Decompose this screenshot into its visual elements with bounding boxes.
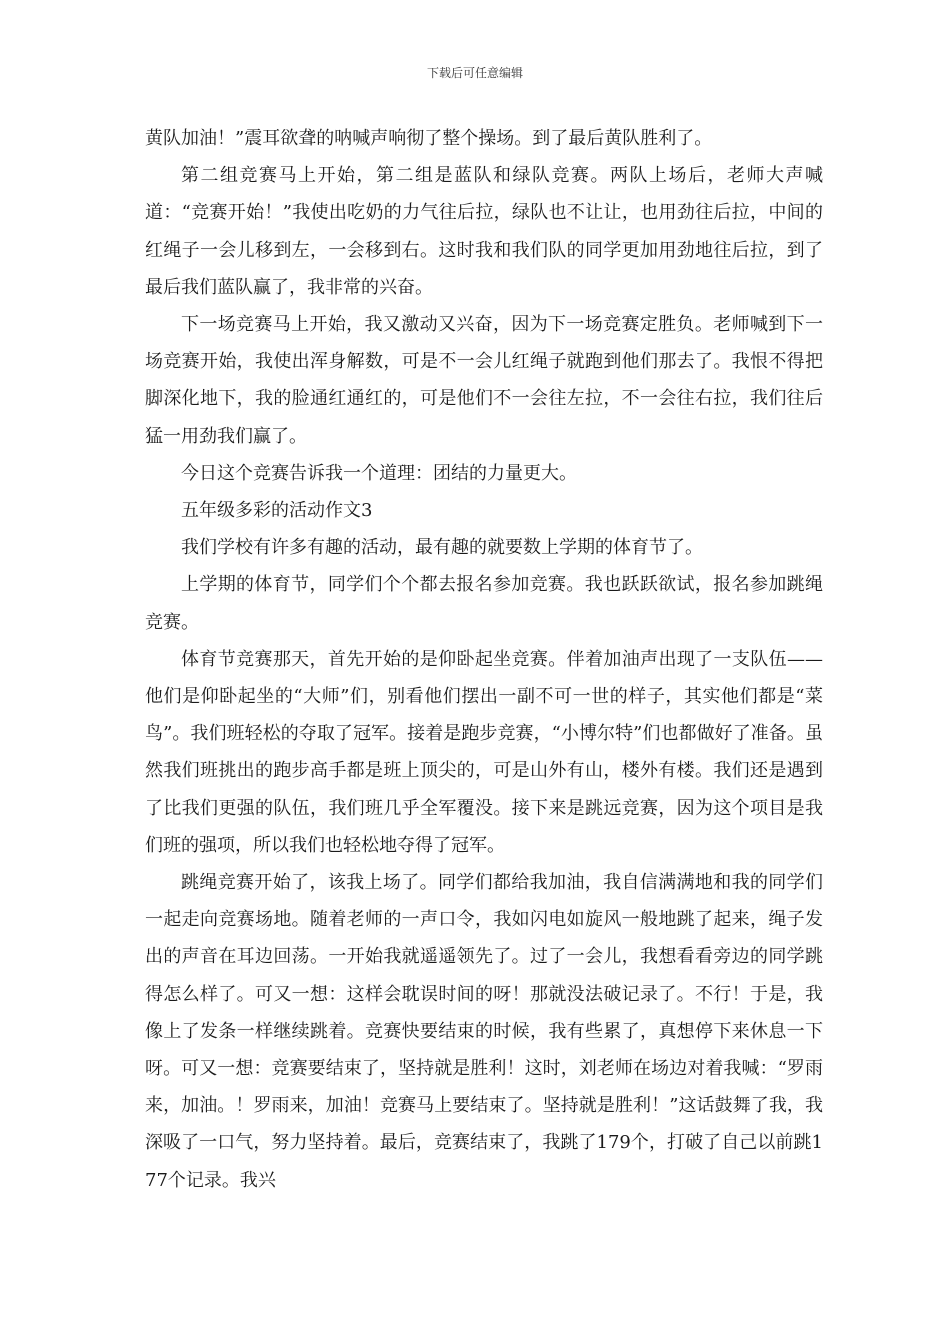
page-header: 下载后可任意编辑: [426, 66, 523, 80]
paragraph: 黄队加油！”震耳欲聋的呐喊声响彻了整个操场。到了最后黄队胜利了。: [145, 128, 713, 149]
paragraph: 今日这个竞赛告诉我一个道理：团结的力量更大。: [181, 462, 577, 484]
paragraph: 上学期的体育节，同学们个个都去报名参加竞赛。我也跃跃欲试，报名参加跳绳竞赛。: [145, 574, 823, 633]
paragraph: 下一场竞赛马上开始，我又激动又兴奋，因为下一场竞赛定胜负。老师喊到下一场竞赛开始，我使出浑身解数，可是不一会儿红绳子就跑到他们那去了。我恨不得把脚深化地下，我的脸通红通红的，可是他们不一会往左拉，不一会往右拉，我们往后猛一用劲我们赢了。: [145, 314, 823, 447]
section-heading: 五年级多彩的活动作文3: [181, 500, 373, 522]
paragraph: 我们学校有许多有趣的活动，最有趣的就要数上学期的体育节了。: [181, 537, 703, 559]
paragraph: 跳绳竞赛开始了，该我上场了。同学们都给我加油，我自信满满地和我的同学们一起走向竞赛场地。随着老师的一声口令，我如闪电如旋风一般地跳了起来，绳子发出的声音在耳边回荡。一开始我就遥遥领先了。过了一会儿，我想看看旁边的同学跳得怎么样了。可又一想：这样会耽误时间的呀！那就没法破记录了。不行！于是，我像上了发条一样继续跳着。竞赛快要结束的时候，我有些累了，真想停下来休息一下呀。可又一想：竞赛要结束了，坚持就是胜利！这时，刘老师在场边对着我喊：“罗雨来，加油。！罗雨来，加油！竞赛马上要结束了。坚持就是胜利！”这话鼓舞了我，我深吸了一口气，努力坚持着。最后，竞赛结束了，我跳了179个，打破了自己以前跳177个记录。我兴: [145, 872, 823, 1191]
paragraph: 体育节竞赛那天，首先开始的是仰卧起坐竞赛。伴着加油声出现了一支队伍——他们是仰卧起坐的“大师”们，别看他们摆出一副不可一世的样子，其实他们都是“菜鸟”。我们班轻松的夺取了冠军。接着是跑步竞赛，“小博尔特”们也都做好了准备。虽然我们班挑出的跑步高手都是班上顶尖的，可是山外有山，楼外有楼。我们还是遇到了比我们更强的队伍，我们班几乎全军覆没。接下来是跳远竞赛，因为这个项目是我们班的强项，所以我们也轻松地夺得了冠军。: [145, 648, 823, 856]
paragraph: 第二组竞赛马上开始，第二组是蓝队和绿队竞赛。两队上场后，老师大声喊道：“竞赛开始！”我使出吃奶的力气往后拉，绿队也不让让，也用劲往后拉，中间的红绳子一会儿移到左，一会移到右。这时我和我们队的同学更加用劲地往后拉，到了最后我们蓝队赢了，我非常的兴奋。: [145, 165, 823, 298]
document-body: [145, 120, 823, 1199]
